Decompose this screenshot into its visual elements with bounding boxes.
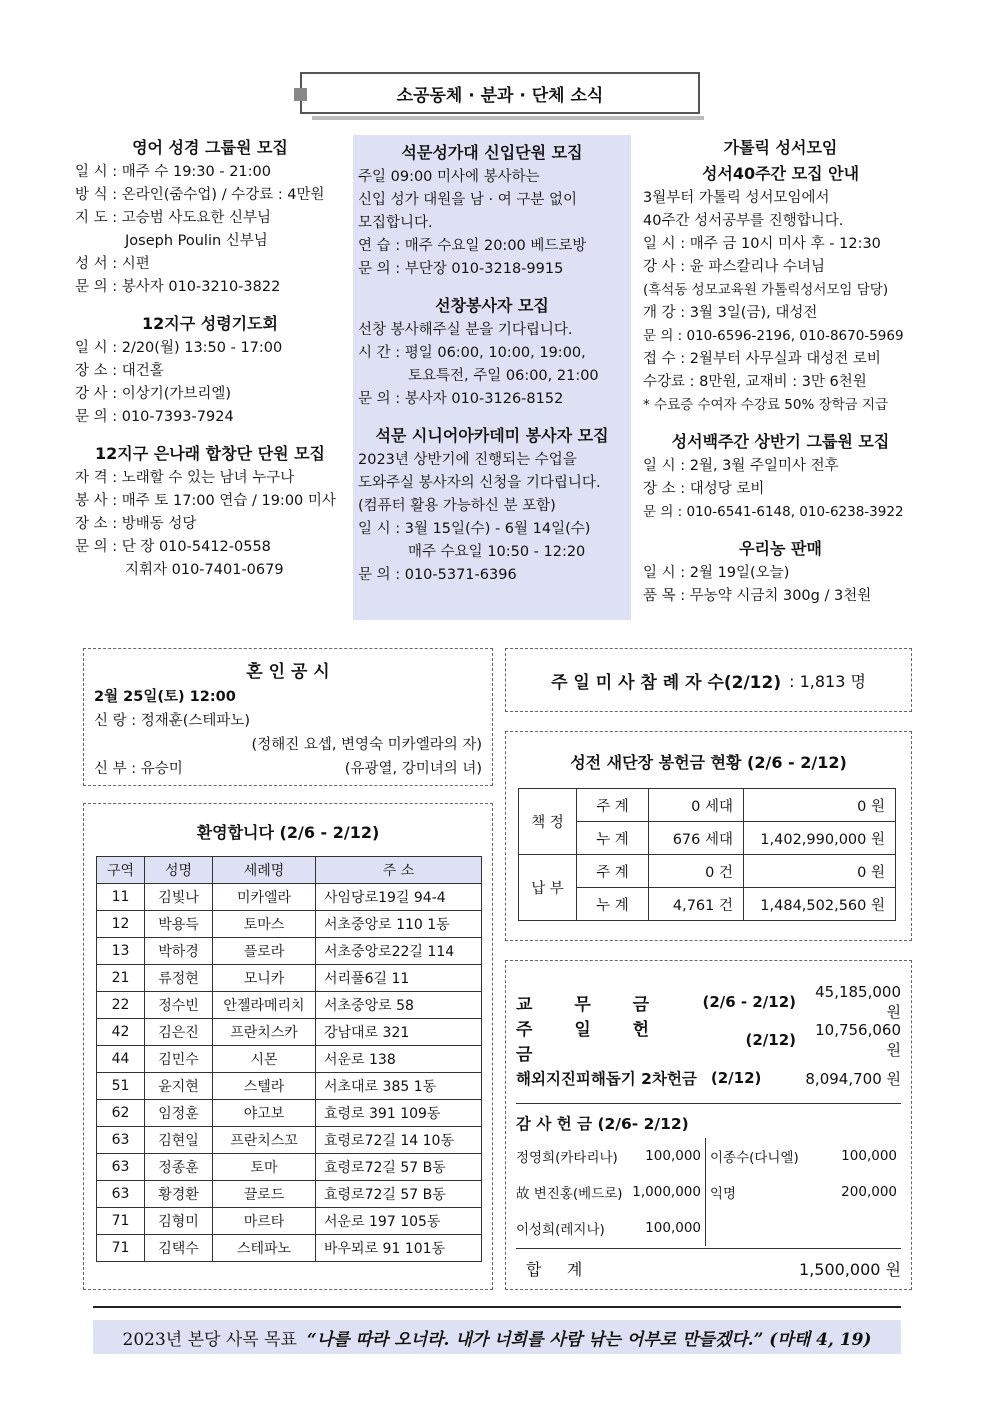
offering-cell: 1,484,502,560 원 <box>744 888 896 921</box>
column-2 <box>353 135 631 620</box>
thanks-amount: 100,000 <box>645 1148 701 1164</box>
offering-table <box>518 788 896 921</box>
thanks-name: 故 변진홍(베드로) <box>516 1186 623 1202</box>
finance-label: 교 무 금 <box>516 994 668 1015</box>
bible-group-line: 접 수 : 2월부터 사무실과 대성전 로비 <box>643 351 881 367</box>
table-cell: 정종훈 <box>145 1154 213 1181</box>
table-cell: 모니카 <box>213 965 316 992</box>
offering-cell: 4,761 건 <box>649 888 744 921</box>
total-row <box>516 1249 901 1287</box>
table-cell: 62 <box>97 1100 145 1127</box>
table-row <box>519 855 896 888</box>
offering-cell: 676 세대 <box>649 822 744 855</box>
header-shadow <box>312 116 704 120</box>
finance-period: (2/12) <box>745 1031 796 1049</box>
english-bible-title: 영어 성경 그룹원 모집 <box>132 138 288 157</box>
section-title: 소공동체 · 분과 · 단체 소식 <box>396 85 604 106</box>
table-cell: 황경환 <box>145 1181 213 1208</box>
welcome-title: 환영합니다 (2/6 - 2/12) <box>196 823 380 842</box>
cantor-line: 토요특전, 주일 06:00, 21:00 <box>408 368 599 384</box>
wedding-title: 혼 인 공 시 <box>246 662 330 682</box>
thanks-name: 정영희(카타리나) <box>516 1150 618 1166</box>
prayer-meeting-line: 일 시 : 2/20(월) 13:50 - 17:00 <box>75 340 283 356</box>
finance-amount: 45,185,000 원 <box>815 982 901 1021</box>
col-header: 구역 <box>97 857 145 884</box>
farm-sale-line: 품 목 : 무농약 시금치 300g / 3천원 <box>643 588 872 604</box>
offering-cell: 0 원 <box>744 855 896 888</box>
thanks-amount: 100,000 <box>645 1220 701 1236</box>
cantor-line: 시 간 : 평일 06:00, 10:00, 19:00, <box>358 345 586 361</box>
table-cell: 김빛나 <box>145 884 213 911</box>
thanks-grid <box>516 1138 901 1246</box>
thanks-entry <box>706 1138 901 1174</box>
finance-amount: 10,756,060 원 <box>815 1020 901 1059</box>
thanks-title: 감 사 헌 금 (2/6- 2/12) <box>516 1115 689 1133</box>
offering-box <box>505 731 912 941</box>
senior-academy-line: 도와주실 봉사자의 신청을 기다립니다. <box>358 475 601 491</box>
welcome-table <box>96 856 482 1262</box>
section-header <box>300 72 700 114</box>
bible-100-line: 문 의 : 010-6541-6148, 010-6238-3922 <box>643 504 904 520</box>
bible-100-line: 일 시 : 2월, 3월 주일미사 전후 <box>643 458 839 474</box>
attendance-value: : 1,813 명 <box>789 671 866 691</box>
bible-group-line: 40주간 성서공부를 진행합니다. <box>643 213 844 229</box>
finance-box <box>505 960 912 1290</box>
bible-group-line: * 수료증 수여자 수강료 50% 장학금 지급 <box>643 397 889 413</box>
thanks-name: 이성희(레지나) <box>516 1222 605 1238</box>
farm-sale-title: 우리농 판매 <box>739 539 822 558</box>
footer-divider <box>93 1306 901 1308</box>
english-bible-line: Joseph Poulin 신부님 <box>125 233 268 249</box>
thanks-amount: 100,000 <box>841 1148 897 1164</box>
table-cell: 미카엘라 <box>213 884 316 911</box>
table-cell: 44 <box>97 1046 145 1073</box>
offering-cell: 0 원 <box>744 789 896 822</box>
table-cell: 서초중앙로 110 1동 <box>316 911 482 938</box>
finance-label: 주 일 헌 금 <box>516 1020 668 1065</box>
finance-amount: 8,094,700 원 <box>805 1069 901 1088</box>
table-row <box>97 1046 482 1073</box>
table-row <box>97 1208 482 1235</box>
header-square-icon <box>294 88 307 101</box>
prayer-meeting-line: 강 사 : 이상기(가브리엘) <box>75 386 232 402</box>
attendance-box <box>505 648 912 712</box>
table-cell: 21 <box>97 965 145 992</box>
bible-group-title: 가톨릭 성서모임 <box>723 138 838 157</box>
table-cell: 서초대로 385 1동 <box>316 1073 482 1100</box>
column-1 <box>75 135 345 582</box>
divider <box>516 1103 901 1104</box>
finance-period: (2/6 - 2/12) <box>702 993 796 1011</box>
offering-cell: 누 계 <box>577 888 649 921</box>
table-cell: 토마 <box>213 1154 316 1181</box>
table-cell: 윤지현 <box>145 1073 213 1100</box>
cantor-line: 선창 봉사해주실 분을 기다립니다. <box>358 322 573 338</box>
col-header: 주 소 <box>316 857 482 884</box>
table-cell: 12 <box>97 911 145 938</box>
english-bible-line: 지 도 : 고승범 사도요한 신부님 <box>75 210 272 226</box>
total-label: 합 계 <box>526 1259 583 1279</box>
wedding-bride-parents: (유광열, 강미녀의 녀) <box>344 761 482 777</box>
thanks-name: 익명 <box>710 1186 737 1202</box>
bible-group-line: 3월부터 가톨릭 성서모임에서 <box>643 190 830 206</box>
table-header-row <box>97 857 482 884</box>
table-row <box>97 938 482 965</box>
thanks-entry <box>706 1174 901 1210</box>
table-cell: 서운로 197 105동 <box>316 1208 482 1235</box>
senior-academy-line: 문 의 : 010-5371-6396 <box>358 567 517 583</box>
wedding-groom: 신 랑 : 정재훈(스테파노) <box>94 713 251 729</box>
choir-title: 12지구 은나래 합창단 단원 모집 <box>94 444 326 463</box>
choir-line: 장 소 : 방배동 성당 <box>75 516 197 532</box>
offering-group-label: 납 부 <box>519 855 577 921</box>
choir-recruit-title: 석문성가대 신입단원 모집 <box>401 143 583 162</box>
wedding-bride: 신 부 : 유승미 <box>94 761 183 777</box>
table-row <box>519 789 896 822</box>
table-cell: 류정현 <box>145 965 213 992</box>
table-cell: 박용득 <box>145 911 213 938</box>
column-3 <box>643 135 918 608</box>
wedding-date: 2월 25일(토) 12:00 <box>94 689 236 705</box>
table-cell: 임정훈 <box>145 1100 213 1127</box>
table-cell: 63 <box>97 1127 145 1154</box>
offering-cell: 누 계 <box>577 822 649 855</box>
table-cell: 김은진 <box>145 1019 213 1046</box>
table-cell: 야고보 <box>213 1100 316 1127</box>
table-cell: 71 <box>97 1208 145 1235</box>
table-cell: 프란치스카 <box>213 1019 316 1046</box>
choir-line: 자 격 : 노래할 수 있는 남녀 누구나 <box>75 470 295 486</box>
bible-group-line: 문 의 : 010-6596-2196, 010-8670-5969 <box>643 328 904 344</box>
prayer-meeting-line: 장 소 : 대건홀 <box>75 363 164 379</box>
cantor-line: 문 의 : 봉사자 010-3126-8152 <box>358 391 564 407</box>
table-cell: 끌로드 <box>213 1181 316 1208</box>
bible-group-subtitle: 성서40주간 모집 안내 <box>701 164 860 183</box>
choir-recruit-line: 주일 09:00 미사에 봉사하는 <box>358 169 540 185</box>
table-cell: 강남대로 321 <box>316 1019 482 1046</box>
table-row <box>97 1073 482 1100</box>
choir-recruit-line: 연 습 : 매주 수요일 20:00 베드로방 <box>358 238 587 254</box>
english-bible-line: 일 시 : 매주 수 19:30 - 21:00 <box>75 164 271 180</box>
choir-line: 문 의 : 단 장 010-5412-0558 <box>75 539 271 555</box>
offering-cell: 0 세대 <box>649 789 744 822</box>
table-cell: 22 <box>97 992 145 1019</box>
thanks-name: 이종수(다니엘) <box>710 1150 799 1166</box>
table-row <box>97 884 482 911</box>
table-cell: 서초중앙로22길 114 <box>316 938 482 965</box>
welcome-box <box>83 803 493 1290</box>
finance-row <box>516 1020 901 1065</box>
table-cell: 효령로72길 14 10동 <box>316 1127 482 1154</box>
senior-academy-line: 매주 수요일 10:50 - 12:20 <box>408 544 586 560</box>
prayer-meeting-title: 12지구 성령기도회 <box>141 314 279 333</box>
thanks-amount: 1,000,000 <box>632 1184 701 1200</box>
bible-group-line: 강 사 : 윤 파스칼리나 수녀님 <box>643 259 826 275</box>
table-cell: 서초중앙로 58 <box>316 992 482 1019</box>
table-cell: 시몬 <box>213 1046 316 1073</box>
table-cell: 프란치스꼬 <box>213 1127 316 1154</box>
col-header: 세례명 <box>213 857 316 884</box>
table-cell: 63 <box>97 1154 145 1181</box>
bible-group-line: (흑석동 성모교육원 가톨릭성서모임 담당) <box>643 282 889 298</box>
table-row <box>97 1154 482 1181</box>
bible-group-line: 일 시 : 매주 금 10시 미사 후 - 12:30 <box>643 236 881 252</box>
bible-100-title: 성서백주간 상반기 그룹원 모집 <box>671 432 890 451</box>
cantor-title: 선창봉사자 모집 <box>435 296 549 315</box>
offering-cell: 1,402,990,000 원 <box>744 822 896 855</box>
table-cell: 바우뫼로 91 101동 <box>316 1235 482 1262</box>
choir-line: 봉 사 : 매주 토 17:00 연습 / 19:00 미사 <box>75 493 336 509</box>
table-cell: 플로라 <box>213 938 316 965</box>
table-cell: 서리풀6길 11 <box>316 965 482 992</box>
offering-cell: 주 계 <box>577 789 649 822</box>
finance-label: 해외지진피해돕기 2차헌금 <box>516 1070 697 1088</box>
table-cell: 효령로 391 109동 <box>316 1100 482 1127</box>
table-cell: 김현일 <box>145 1127 213 1154</box>
table-cell: 스테파노 <box>213 1235 316 1262</box>
table-row <box>97 1181 482 1208</box>
table-cell: 토마스 <box>213 911 316 938</box>
senior-academy-line: (컴퓨터 활용 가능하신 분 포함) <box>358 498 556 514</box>
senior-academy-line: 2023년 상반기에 진행되는 수업을 <box>358 452 577 468</box>
table-cell: 마르타 <box>213 1208 316 1235</box>
table-cell: 63 <box>97 1181 145 1208</box>
table-cell: 김민수 <box>145 1046 213 1073</box>
choir-recruit-line: 문 의 : 부단장 010-3218-9915 <box>358 261 564 277</box>
col-header: 성명 <box>145 857 213 884</box>
choir-recruit-line: 신입 성가 대원을 남 · 여 구분 없이 <box>358 192 577 208</box>
wedding-groom-parents: (정해진 요셉, 변영숙 미카엘라의 자) <box>251 737 482 753</box>
table-cell: 정수빈 <box>145 992 213 1019</box>
thanks-entry <box>516 1174 706 1210</box>
thanks-entry <box>706 1210 901 1246</box>
table-cell: 효령로72길 57 B동 <box>316 1181 482 1208</box>
table-row <box>97 992 482 1019</box>
table-cell: 효령로72길 57 B동 <box>316 1154 482 1181</box>
table-cell: 71 <box>97 1235 145 1262</box>
table-cell: 42 <box>97 1019 145 1046</box>
wedding-box <box>83 648 493 786</box>
table-cell: 스텔라 <box>213 1073 316 1100</box>
bible-group-line: 수강료 : 8만원, 교재비 : 3만 6천원 <box>643 374 867 390</box>
offering-title: 성전 새단장 봉헌금 현황 (2/6 - 2/12) <box>570 753 847 772</box>
footer-prefix: 2023년 본당 사목 목표 <box>122 1329 297 1350</box>
table-row <box>97 1100 482 1127</box>
thanks-amount: 200,000 <box>841 1184 897 1200</box>
senior-academy-line: 일 시 : 3월 15일(수) - 6월 14일(수) <box>358 521 591 537</box>
footer-quote: “나를 따라 오너라. 내가 너희를 사람 낚는 어부로 만들겠다.” (마태 4, 19) <box>306 1329 872 1350</box>
offering-group-label: 책 정 <box>519 789 577 855</box>
farm-sale-line: 일 시 : 2월 19일(오늘) <box>643 565 790 581</box>
senior-academy-title: 석문 시니어아카데미 봉사자 모집 <box>375 426 609 445</box>
english-bible-line: 방 식 : 온라인(줌수업) / 수강료 : 4만원 <box>75 187 325 203</box>
table-cell: 13 <box>97 938 145 965</box>
bible-group-line: 개 강 : 3월 3일(금), 대성전 <box>643 305 818 321</box>
thanks-entry <box>516 1210 706 1246</box>
footer-banner <box>93 1320 901 1354</box>
table-row <box>97 1127 482 1154</box>
offering-cell: 주 계 <box>577 855 649 888</box>
table-row <box>97 1235 482 1262</box>
thanks-entry <box>516 1138 706 1174</box>
choir-recruit-line: 모집합니다. <box>358 215 433 231</box>
table-cell: 박하경 <box>145 938 213 965</box>
table-cell: 서운로 138 <box>316 1046 482 1073</box>
finance-period: (2/12) <box>710 1069 762 1087</box>
table-row <box>97 965 482 992</box>
table-row <box>97 911 482 938</box>
english-bible-line: 성 서 : 시편 <box>75 256 150 272</box>
attendance-label: 주 일 미 사 참 례 자 수(2/12) <box>551 672 782 693</box>
table-cell: 11 <box>97 884 145 911</box>
offering-cell: 0 건 <box>649 855 744 888</box>
table-cell: 김형미 <box>145 1208 213 1235</box>
table-cell: 김택수 <box>145 1235 213 1262</box>
english-bible-line: 문 의 : 봉사자 010-3210-3822 <box>75 279 281 295</box>
table-cell: 51 <box>97 1073 145 1100</box>
prayer-meeting-line: 문 의 : 010-7393-7924 <box>75 409 234 425</box>
bible-100-line: 장 소 : 대성당 로비 <box>643 481 765 497</box>
total-amount: 1,500,000 원 <box>799 1259 901 1279</box>
table-cell: 사임당로19길 94-4 <box>316 884 482 911</box>
table-cell: 안젤라메리치 <box>213 992 316 1019</box>
choir-line: 지휘자 010-7401-0679 <box>125 562 284 578</box>
table-row <box>97 1019 482 1046</box>
